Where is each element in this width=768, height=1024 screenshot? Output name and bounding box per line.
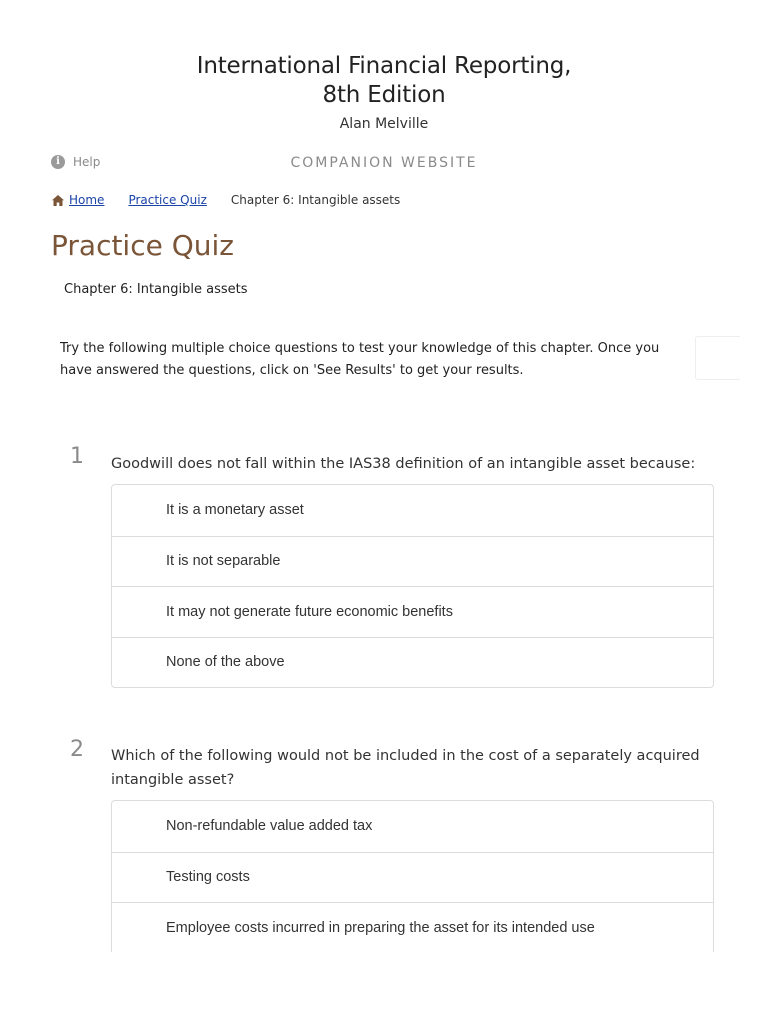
breadcrumb [52,193,400,207]
companion-website-label: COMPANION WEBSITE [290,155,478,171]
book-author: Alan Melville [339,116,429,132]
page-title: Practice Quiz [51,229,234,262]
answer-option[interactable]: Testing costs [112,852,713,903]
question-number: 2 [70,737,84,762]
question-text: Which of the following would not be included in the cost of a separately acquired intangible asset? [111,748,700,788]
info-icon: i [51,155,65,169]
side-panel-tab[interactable] [695,336,740,380]
quiz-instructions: Try the following multiple choice questions to test your knowledge of this chapter. Once you have answered the questions, click on 'See Results' to get your results. [60,341,660,378]
book-title-line1: International Financial Reporting, [196,53,572,79]
answer-option[interactable]: Employee costs incurred in preparing the asset for its intended use [112,902,713,952]
answer-options [111,484,714,688]
answer-option[interactable]: It is not separable [112,536,713,587]
breadcrumb-home-link[interactable]: Home [69,193,105,207]
chapter-subtitle: Chapter 6: Intangible assets [64,282,248,297]
breadcrumb-current: Chapter 6: Intangible assets [230,193,401,207]
answer-option[interactable]: It is a monetary asset [166,502,304,519]
breadcrumb-practice-quiz-link[interactable]: Practice Quiz [128,193,207,207]
help-label: Help [73,155,101,169]
answer-options [111,800,714,952]
answer-option[interactable]: It may not generate future economic benefits [112,586,713,637]
home-icon [52,195,64,206]
book-title-line2: 8th Edition [322,82,446,108]
answer-option[interactable]: Non-refundable value added tax [166,818,373,835]
question-text: Goodwill does not fall within the IAS38 definition of an intangible asset because: [111,456,696,472]
book-title [0,52,768,110]
question-number: 1 [70,444,84,469]
answer-option[interactable]: None of the above [112,637,713,688]
